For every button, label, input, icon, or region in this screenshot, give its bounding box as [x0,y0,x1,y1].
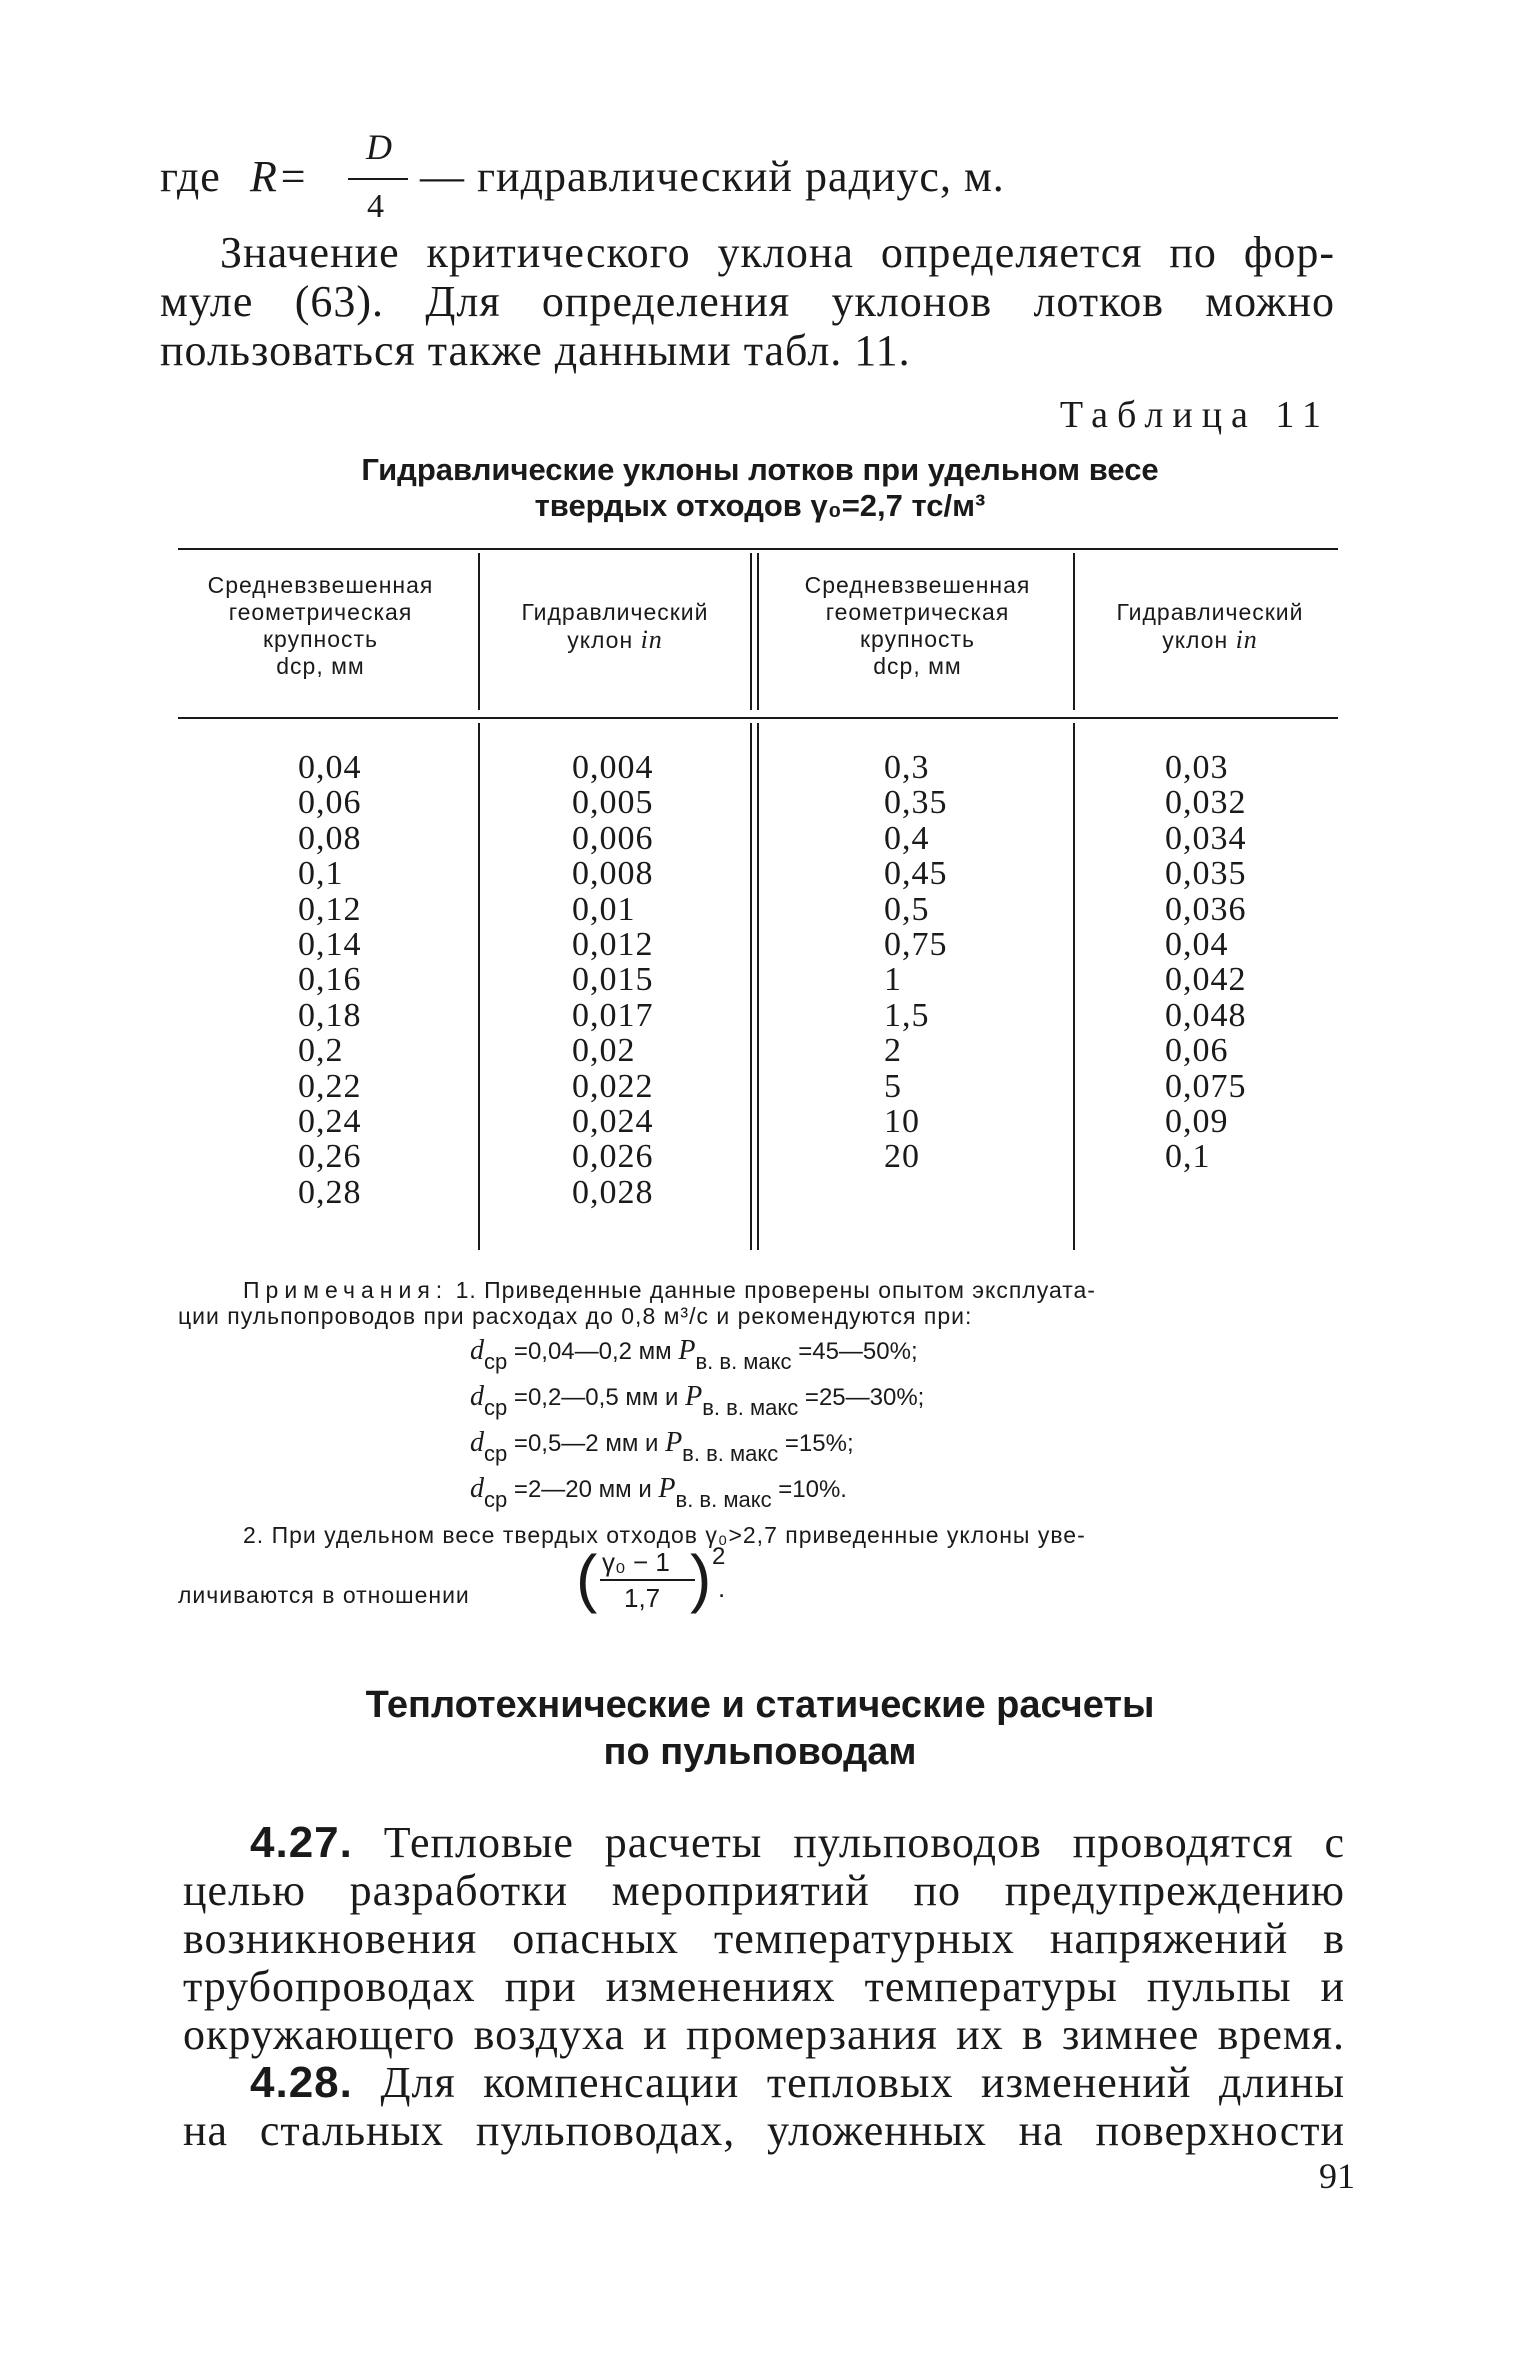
paragraph-first-line [250,2058,1345,2108]
note-text: 2. При удельном весе твердых отходов γ₀>2,7 приведенные уклоны уве- [243,1522,1086,1548]
cond-range: =0,5—2 мм и [513,1430,659,1457]
table-title-line: твердых отходов γ₀=2,7 тс/м³ [534,488,986,523]
ratio-bar [600,1579,695,1581]
column-divider [478,553,480,710]
cond-value: =15%; [784,1430,854,1457]
ratio-end: . [718,1573,726,1603]
note-condition [470,1473,847,1513]
table-cell: 0,01 [572,890,636,928]
table-cell: 0,12 [298,890,362,928]
note-condition [470,1381,924,1421]
formula-description: — гидравлический радиус, м. [420,152,1005,201]
paragraph-number: 4.27. [250,1818,353,1867]
cond-value: =25—30%; [804,1384,925,1411]
column-divider-double [750,723,752,1250]
paragraph-number: 4.28. [250,2058,353,2107]
column-right-sizes [884,750,948,1175]
table-title-line: Гидравлические уклоны лотков при удельном весе [361,452,1159,487]
column-divider-double [757,723,759,1250]
table-header-rule [178,717,1338,719]
header-slope-left [485,599,745,654]
paragraph-line: Значение критического уклона определяется по фор- [220,228,1335,277]
table-cell: 0,08 [298,819,362,857]
column-divider [478,723,480,1250]
cond-range: =0,04—0,2 мм [513,1338,672,1365]
cond-d: d [470,1335,484,1366]
table-cell: 0,004 [572,749,654,786]
cond-p: P [658,1473,676,1504]
header-text: геометрическая [228,599,413,625]
table-cell: 0,75 [884,926,948,964]
page-number: 91 [1319,2156,1355,2196]
cond-sub: ср [484,1349,508,1374]
ratio-open-paren: ( [576,1542,598,1614]
table-cell: 0,017 [572,996,654,1034]
table-cell: 0,26 [298,1138,362,1176]
section-title: по пульповодам [603,1731,917,1773]
notes-line [243,1277,1096,1303]
note-text: личиваются в отношении [178,1582,470,1608]
cond-sub: ср [484,1441,508,1466]
header-slope-var: iп [640,625,663,654]
table-cell: 0,16 [298,961,362,999]
column-left-slopes [572,750,654,1210]
table-cell: 0,18 [298,996,362,1034]
column-divider [1073,553,1075,710]
table-cell: 0,22 [298,1067,362,1105]
header-size-right [765,572,1070,680]
cond-psub: в. в. макс [675,1487,772,1512]
header-text: крупность [262,626,379,652]
header-size-left [168,572,473,680]
table-cell: 0,3 [884,749,930,786]
table-cell: 0,09 [1165,1103,1229,1141]
table-cell: 10 [884,1103,920,1141]
cond-d: d [470,1381,484,1412]
cond-d: d [470,1427,484,1458]
table-cell: 0,028 [572,1173,654,1211]
note-text: 1. Приведенные данные проверены опытом эксплуата- [455,1277,1096,1303]
table-cell: 0,2 [298,1032,344,1070]
notes-label: Примечания: [243,1277,449,1303]
table-cell: 0,24 [298,1103,362,1141]
paragraph-line: пользоваться также данными табл. 11. [160,326,911,375]
formula-denominator: 4 [367,188,385,225]
cond-value: =10%. [778,1476,847,1503]
ratio-numerator: γ₀ − 1 [602,1547,670,1577]
table-cell: 5 [884,1067,902,1105]
table-cell: 0,28 [298,1173,362,1211]
table-cell: 0,1 [1165,1138,1211,1176]
formula-lhs: R= [250,152,309,201]
table-cell: 0,042 [1165,961,1247,999]
cond-psub: в. в. макс [702,1395,799,1420]
paragraph-text: Для компенсации тепловых изменений длины [380,2058,1346,2107]
cond-p: P [665,1427,683,1458]
formula-where: где [160,152,221,201]
column-divider-double [750,553,752,710]
paragraph-line: целью разработки мероприятий по предупреждению [183,1866,1345,1915]
header-text: Средневзвешенная [804,572,1031,598]
cond-d: d [470,1473,484,1504]
ratio-power: 2 [712,1543,726,1570]
cond-psub: в. в. макс [695,1349,792,1374]
paragraph-text: Тепловые расчеты пульповодов проводятся с [383,1818,1346,1867]
paragraph-line: окружающего воздуха и промерзания их в зимнее время. [183,2010,1345,2059]
header-slope-var: iп [1235,625,1258,654]
table-cell: 0,015 [572,961,654,999]
table-cell: 2 [884,1032,902,1070]
table-cell: 0,5 [884,890,930,928]
cond-range: =2—20 мм и [513,1476,652,1503]
cond-sub: ср [484,1487,508,1512]
cond-p: P [678,1335,696,1366]
table-cell: 0,02 [572,1032,636,1070]
table-cell: 0,14 [298,926,362,964]
ratio-denominator: 1,7 [624,1583,661,1613]
header-text: уклон [567,627,634,653]
header-text: dср, мм [873,653,962,679]
cond-sub: ср [484,1395,508,1420]
cond-value: =45—50%; [798,1338,918,1365]
note-text: ции пульпопроводов при расходах до 0,8 м³/с и рекомендуются при: [178,1303,973,1329]
table-cell: 0,35 [884,784,948,822]
header-text: крупность [859,626,976,652]
header-text: геометрическая [825,599,1010,625]
table-cell: 0,026 [572,1138,654,1176]
table-cell: 0,035 [1165,855,1247,893]
section-title: Теплотехнические и статические расчеты [365,1684,1155,1726]
formula-fraction-bar [348,178,408,180]
table-cell: 0,06 [1165,1032,1229,1070]
column-divider [1073,723,1075,1250]
table-cell: 0,4 [884,819,930,857]
paragraph-first-line [250,1818,1345,1868]
table-cell: 0,048 [1165,996,1247,1034]
ratio-close-paren: ) [690,1542,712,1614]
table-cell: 0,024 [572,1103,654,1141]
table-cell: 0,03 [1165,749,1229,786]
header-text: dср, мм [276,653,365,679]
table-cell: 0,032 [1165,784,1247,822]
cond-p: P [685,1381,703,1412]
table-top-rule [178,548,1338,550]
table-cell: 0,04 [298,749,362,786]
formula-numerator: D [366,127,393,167]
table-label: Таблица 11 [1059,394,1330,436]
column-left-sizes [298,750,362,1210]
table-cell: 0,1 [298,855,344,893]
table-cell: 1,5 [884,996,930,1034]
column-divider-double [757,553,759,710]
cond-range: =0,2—0,5 мм и [513,1384,679,1411]
table-cell: 0,06 [298,784,362,822]
table-cell: 0,036 [1165,890,1247,928]
table-cell: 0,45 [884,855,948,893]
header-slope-right [1080,599,1340,654]
header-text: Гидравлический [1116,599,1304,625]
table-cell: 1 [884,961,902,999]
paragraph-line: на стальных пульповодах, уложенных на поверхности [183,2106,1345,2155]
ratio-expression [572,1542,752,1615]
header-text: Гидравлический [521,599,709,625]
table-cell: 0,012 [572,926,654,964]
header-text: уклон [1162,627,1229,653]
note-condition [470,1427,854,1467]
paragraph-line: трубопроводах при изменениях температуры пульпы и [183,1962,1345,2011]
table-cell: 0,008 [572,855,654,893]
table-cell: 0,006 [572,819,654,857]
table-cell: 0,034 [1165,819,1247,857]
table-cell: 0,022 [572,1067,654,1105]
cond-psub: в. в. макс [682,1441,779,1466]
table-cell: 20 [884,1138,920,1176]
paragraph-line: муле (63). Для определения уклонов лотков можно [160,277,1335,326]
paragraph-line: возникновения опасных температурных напряжений в [183,1914,1345,1963]
table-cell: 0,005 [572,784,654,822]
table-cell: 0,04 [1165,926,1229,964]
column-right-slopes [1165,750,1247,1175]
table-cell: 0,075 [1165,1067,1247,1105]
header-text: Средневзвешенная [207,572,434,598]
note-condition [470,1335,918,1375]
